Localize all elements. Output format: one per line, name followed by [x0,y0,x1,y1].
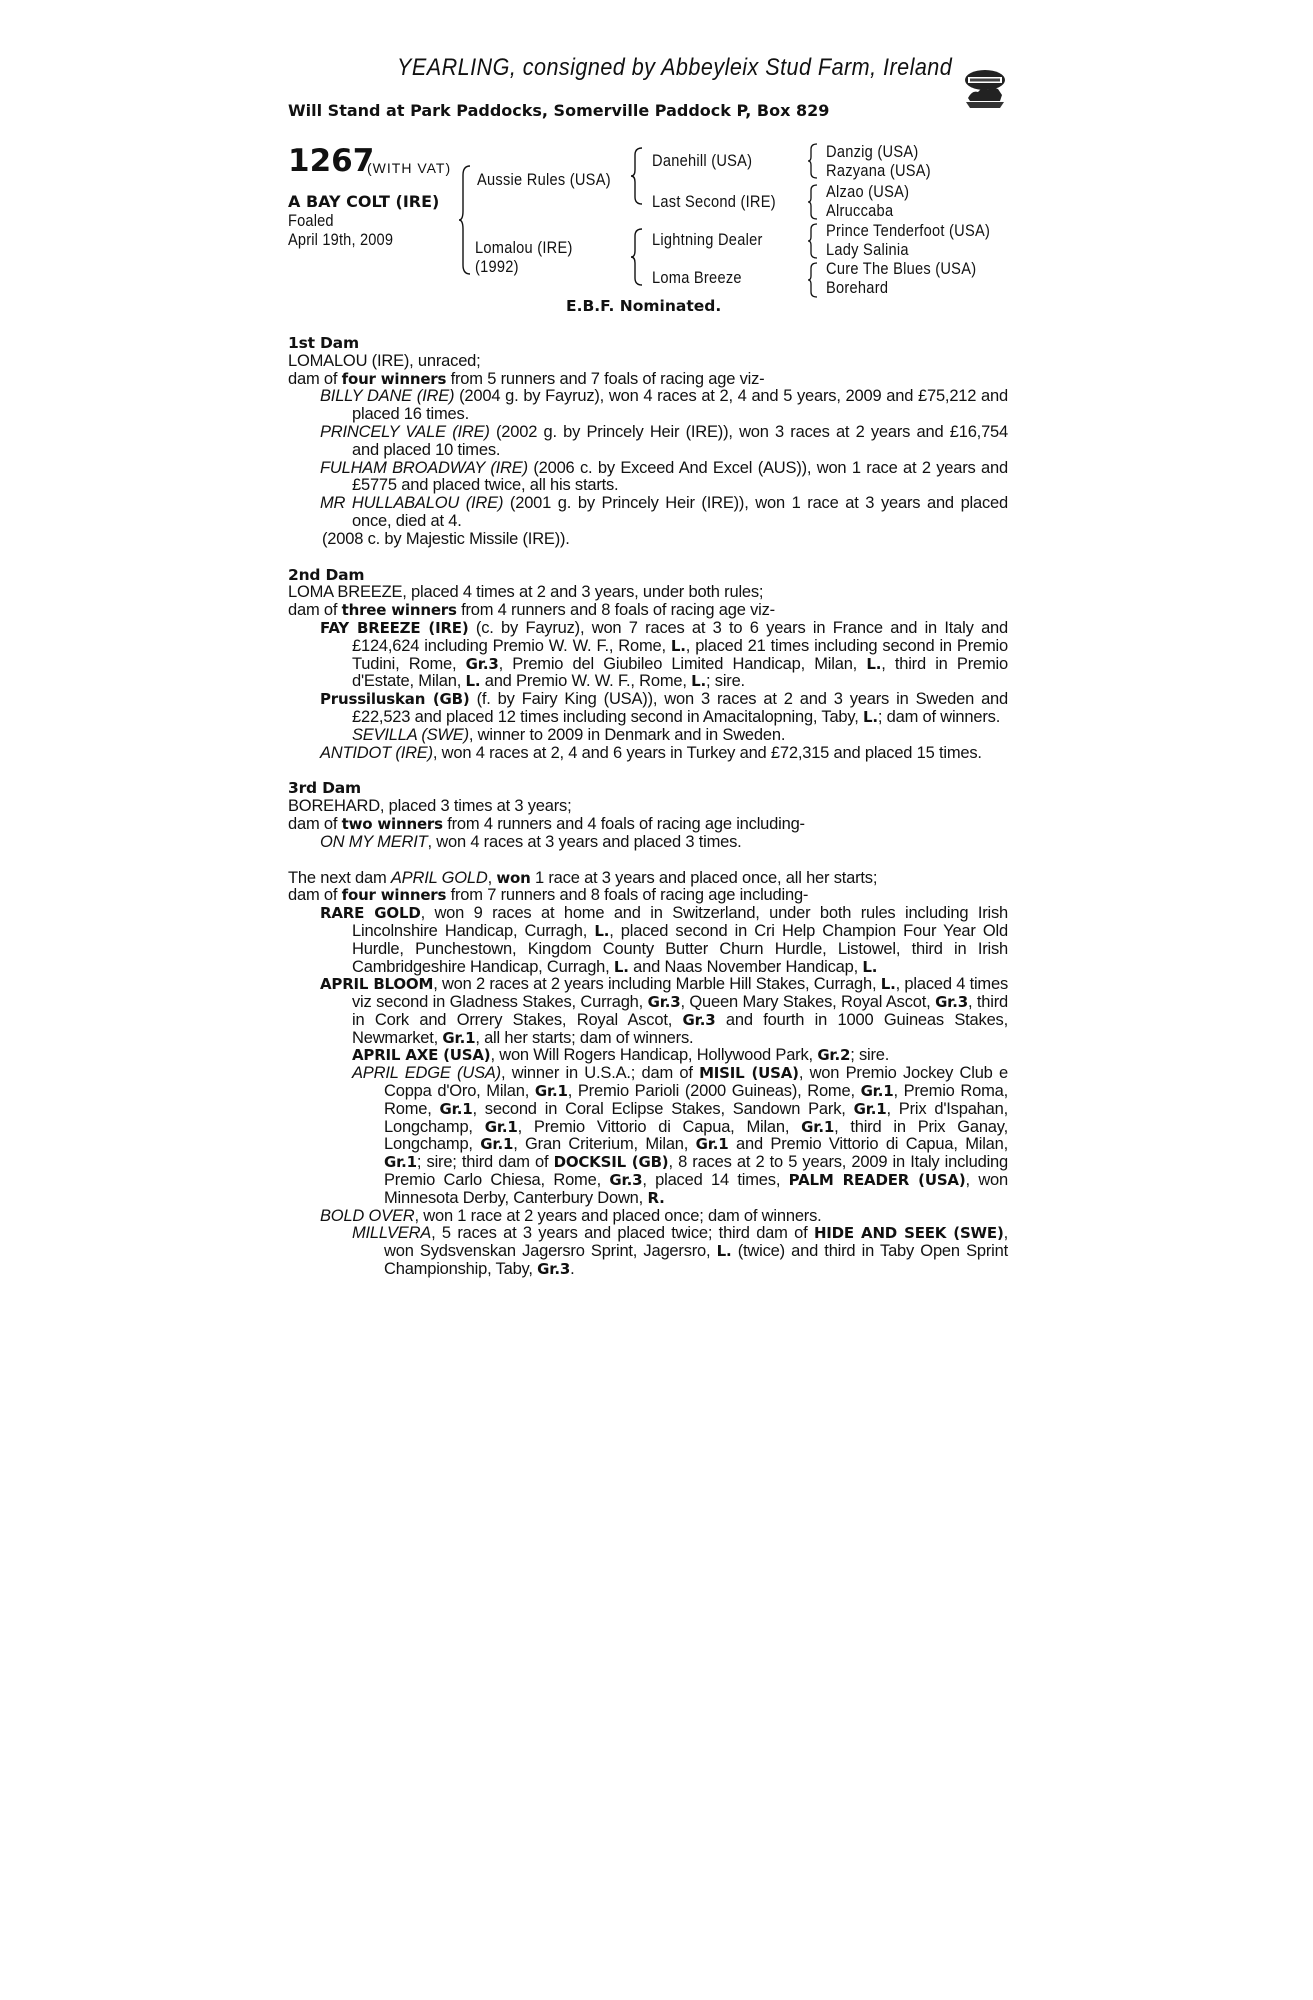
lot-description: A BAY COLT (IRE) [288,192,440,211]
catalogue-body [288,335,1008,1279]
first-dam-heading: 1st Dam [288,334,359,352]
pedigree-g1: Danzig (USA) [826,142,919,161]
third-dam-heading: 3rd Dam [288,779,361,798]
produce-entry: FULHAM BROADWAY (IRE) (2006 c. by Exceed And Excel (AUS)), won 1 race at 2 years and £5775 and placed twice, all his starts. [320,458,1008,495]
produce-entry: PRINCELY VALE (IRE) (2002 g. by Princely Heir (IRE)), won 3 races at 2 years and £16,754 and placed 10 times. [320,422,1008,459]
produce-entry: BOLD OVER, won 1 race at 2 years and placed once; dam of winners. [320,1206,822,1225]
stand-location: Will Stand at Park Paddocks, Somerville Paddock P, Box 829 [288,101,830,120]
foaled-label: Foaled [288,211,334,230]
pedigree-brace-g3 [807,223,819,259]
stud-logo [962,68,1008,115]
next-dam-line: The next dam APRIL GOLD, won 1 race at 3 years and placed once, all her starts; [288,868,878,887]
pedigree-brace-g2 [807,184,819,220]
pedigree-dam: Lomalou (IRE) [475,238,573,257]
pedigree-sire-sire: Danehill (USA) [652,151,753,170]
second-dam-produce-summary: dam of three winners from 4 runners and 8 foals of racing age viz- [288,601,775,620]
pedigree-dam-sire: Lightning Dealer [652,230,763,249]
produce-entry: (2008 c. by Majestic Missile (IRE)). [322,529,570,548]
second-dam-heading: 2nd Dam [288,565,365,584]
first-dam-line: LOMALOU (IRE), unraced; [288,351,481,370]
produce-entry: SEVILLA (SWE), winner to 2009 in Denmark and in Sweden. [352,725,786,744]
pedigree-g5: Prince Tenderfoot (USA) [826,221,991,240]
catalogue-header-title: YEARLING, consigned by Abbeyleix Stud Farm, Ireland [397,54,953,81]
foaled-date: April 19th, 2009 [288,230,394,249]
third-dam-line: BOREHARD, placed 3 times at 3 years; [288,797,572,816]
produce-entry: FAY BREEZE (IRE) (c. by Fayruz), won 7 races at 3 to 6 years in France and in Italy and £124,624 including Premio W. W. F., Rome, L., placed 21 times including second in Premio Tudini, Rome, Gr.3, Premio del Giubileo Limited Handicap, Milan, L., third in Premio d'Estate, Milan, L. and Premio W. W. F., Rome, L.; sire. [320,618,1008,691]
pedigree-sire-dam: Last Second (IRE) [652,192,776,211]
produce-entry: Prussiluskan (GB) (f. by Fairy King (USA)), won 3 races at 2 and 3 years in Sweden and £22,523 and placed 12 times including second in Amacitalopning, Taby, L.; dam of winners. [320,690,1009,726]
produce-entry: APRIL BLOOM, won 2 races at 2 years including Marble Hill Stakes, Curragh, L., placed 4 times viz second in Gladness Stakes, Curragh, Gr.3, Queen Mary Stakes, Royal Ascot, Gr.3, third in Cork and Orrery Stakes, Royal Ascot, Gr.3 and fourth in 1000 Guineas Stakes, Newmarket, Gr.1, all her starts; dam of winners. [320,975,1008,1047]
pedigree-g4: Alruccaba [826,201,894,220]
pedigree-g6: Lady Salinia [826,240,909,259]
lot-number: 1267 [288,143,375,179]
pedigree-dam-dam: Loma Breeze [652,268,742,287]
pedigree-brace-sire [630,147,644,205]
next-dam-produce-summary: dam of four winners from 7 runners and 8 foals of racing age including- [288,886,809,905]
produce-entry: ON MY MERIT, won 4 races at 3 years and placed 3 times. [320,832,742,851]
pedigree-dam-year: (1992) [475,257,519,276]
produce-entry: APRIL EDGE (USA), winner in U.S.A.; dam of MISIL (USA), won Premio Jockey Club e Coppa d'Oro, Milan, Gr.1, Premio Parioli (2000 Guineas), Rome, Gr.1, Premio Roma, Rome, Gr.1, second in Coral Eclipse Stakes, Sandown Park, Gr.1, Prix d'Ispahan, Longchamp, Gr.1, Premio Vittorio di Capua, Milan, Gr.1, third in Prix Ganay, Longchamp, Gr.1, Gran Criterium, Milan, Gr.1 and Premio Vittorio di Capua, Milan, Gr.1; sire; third dam of DOCKSIL (GB), 8 races at 2 to 5 years, 2009 in Italy including Premio Carlo Chiesa, Rome, Gr.3, placed 14 times, PALM READER (USA), won Minnesota Derby, Canterbury Down, R. [352,1064,1009,1207]
produce-entry: BILLY DANE (IRE) (2004 g. by Fayruz), won 4 races at 2, 4 and 5 years, 2009 and £75,212 and placed 16 times. [320,387,1008,424]
produce-entry: ANTIDOT (IRE), won 4 races at 2, 4 and 6 years in Turkey and £72,315 and placed 15 times. [320,743,982,762]
second-dam-line: LOMA BREEZE, placed 4 times at 2 and 3 years, under both rules; [288,583,764,602]
pedigree-sire: Aussie Rules (USA) [477,170,611,189]
pedigree-brace-g1 [807,143,819,179]
pedigree-g3: Alzao (USA) [826,182,910,201]
pedigree-g8: Borehard [826,278,889,297]
pedigree-brace-dam [630,228,644,286]
third-dam-produce-summary: dam of two winners from 4 runners and 4 foals of racing age including- [288,814,805,833]
pedigree-brace-g4 [807,262,819,298]
pedigree-brace-main [458,165,472,275]
first-dam-produce-summary: dam of four winners from 5 runners and 7 foals of racing age viz- [288,369,765,388]
produce-entry: MILLVERA, 5 races at 3 years and placed twice; third dam of HIDE AND SEEK (SWE), won Sydsvenskan Jagersro Sprint, Jagersro, L. (twice) and third in Taby Open Sprint Championship, Taby, Gr.3. [352,1224,1009,1279]
vat-label: (WITH VAT) [367,160,452,176]
produce-entry: RARE GOLD, won 9 races at home and in Switzerland, under both rules including Irish Lincolnshire Handicap, Curragh, L., placed second in Cri Help Champion Four Year Old Hurdle, Punchestown, Kingdom County Butter Churn Hurdle, Listowel, third in Irish Cambridgeshire Handicap, Curragh, L. and Naas November Handicap, L. [320,904,1008,976]
produce-entry: APRIL AXE (USA), won Will Rogers Handicap, Hollywood Park, Gr.2; sire. [352,1046,890,1065]
pedigree-g7: Cure The Blues (USA) [826,259,977,278]
ebf-nominated: E.B.F. Nominated. [566,297,722,315]
pedigree-g2: Razyana (USA) [826,161,931,180]
produce-entry: MR HULLABALOU (IRE) (2001 g. by Princely Heir (IRE)), won 1 race at 3 years and placed once, died at 4. [320,494,1008,530]
